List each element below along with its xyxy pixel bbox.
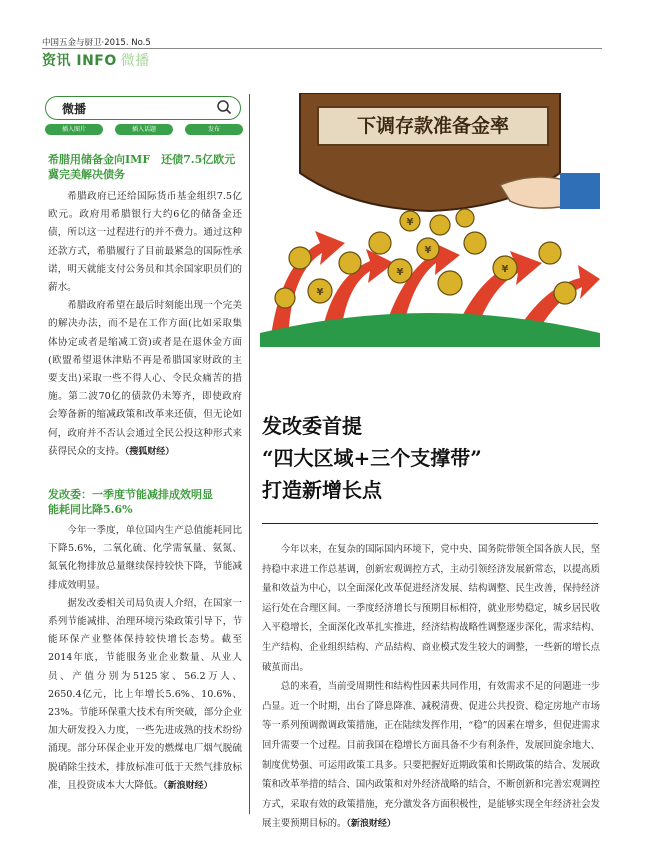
search-icon[interactable] — [216, 99, 232, 115]
search-box[interactable] — [45, 96, 241, 120]
article2-source: （新浪财经） — [163, 780, 213, 791]
coin-symbol: ¥ — [396, 267, 404, 278]
article1-title: 希腊用储备金向IMF 还债7.5亿欧元 冀完美解决债务 — [48, 153, 236, 181]
main-paragraph: 今年以来，在复杂的国际国内环境下，党中央、国务院带领全国各族人民，坚持稳中求进工作总基调，创新宏观调控方式，主动引领经济发展新常态，以提高质量和效益为中心，以全面深化改革促进经济发展、结构调整、民生改善，保持经济运行处在合理区间。一季度经济增长与预期目标相符，就业形势稳定，城乡居民收入平稳增长，全面深化改革扎实推进，经济结构战略性调整逐步深化，需求结构、生产结构、企业组织结构、产品结构、商业模式发生较大的调整，一些新的增长点破茧而出。 — [262, 544, 600, 673]
publication-header: 中国五金与厨卫·2015. No.5 — [42, 38, 151, 48]
title-line: 发改委首提 — [262, 414, 362, 438]
article2-paragraph: 据发改委相关司局负责人介绍，在国家一系列节能减排、治理环境污染政策引导下，节能环保产业整体保持较快增长态势。截至2014年底，节能服务业企业数量、从业人员、产值分别为5125家、56.2万人、2650.4亿元，比上年增长5.6%、10.6%、23%。节能环保重大技术有所突破，部分企业加大研发投入力度，一些先进成熟的技术纷纷涌现。部分环保企业开发的燃煤电厂烟气脱硫脱硝除尘技术，排放标准可低于天然气排放标准，且投资成本大大降低。（新浪财经） — [48, 597, 243, 791]
main-paragraph: 总的来看，当前受周期性和结构性因素共同作用，有效需求不足的问题进一步凸显。近一个时期，出台了降息降准、减税清费、促进公共投资、稳定房地产市场等一系列预调微调政策措施，正在陆续发挥作用，“稳”的因素在增多，但促进需求回升需要一个过程。目前我国在稳增长方面具备不少有利条件，发展回旋余地大、制度优势强、可运用政策工具多。只要把握好近期政策和长期政策的结合、发展政策和改革举措的结合、国内政策和对外经济战略的结合，不断创新和完善宏观调控方式，采取有效的政策措施，充分激发各方面积极性，是能够实现全年经济社会发展主要预期目标的。（新浪财经） — [262, 681, 600, 830]
header-rule — [42, 48, 602, 49]
article1-paragraph: 希腊政府已还给国际货币基金组织7.5亿欧元。政府用希腊银行大约6亿的储备金还债，所以这一过程进行的并不费力。通过这种还款方式，希腊履行了目前最紧急的国际性承诺，明天就能支付公务员和其余国家职员们的薪水。 — [48, 191, 242, 294]
section-main: 资讯 INFO — [42, 53, 117, 69]
reserve-ratio-illustration — [260, 93, 600, 347]
main-article-body — [262, 540, 600, 835]
article1-source: （搜狐财经） — [124, 446, 175, 457]
coin-symbol: ¥ — [406, 217, 414, 228]
section-title — [42, 50, 150, 70]
article2-body — [48, 522, 242, 795]
main-article-source: （新浪财经） — [346, 819, 396, 830]
title-line: 打造新增长点 — [262, 478, 382, 502]
tab-insert-image[interactable]: 插入图片 — [45, 124, 103, 135]
article2-title: 发改委：一季度节能减排成效明显 能耗同比降5.6% — [48, 488, 213, 516]
microblog-tabs — [45, 124, 245, 136]
coin-symbol: ¥ — [424, 245, 432, 256]
search-label: 微播 — [62, 102, 87, 116]
section-sub: 微播 — [120, 53, 150, 69]
coin-symbol: ¥ — [501, 264, 509, 275]
sidebar — [42, 94, 250, 814]
main-article-title — [262, 410, 602, 506]
tab-insert-topic[interactable]: 插入话题 — [115, 124, 173, 135]
illustration-banner-text: 下调存款准备金率 — [356, 115, 509, 137]
article1-paragraph: 希腊政府希望在最后时刻能出现一个完美的解决办法，而不是在工作方面(比如采取集体协定或者是缩减工资)或者是在退休金方面(欧盟希望退休津贴不再是希腊国家财政的主要支出)采取一些不得人心、令民众痛苦的措施。第二波70亿的债款仍未筹齐，即使政府会筹备新的缩减政策和改革来还债，但无论如何，政府并不否认会通过全民公投这种形式来获得民众的支持。（搜狐财经） — [48, 300, 242, 457]
title-divider — [262, 523, 598, 524]
coin-symbol: ¥ — [316, 287, 324, 298]
tab-publish[interactable]: 发布 — [185, 124, 243, 135]
title-line: “四大区域+三个支撑带” — [262, 446, 482, 470]
article2-paragraph: 今年一季度，单位国内生产总值能耗同比下降5.6%，二氧化硫、化学需氧量、氨氮、氮氧化物排放总量继续保持较快下降，节能减排成效明显。 — [48, 525, 242, 591]
article1-body — [48, 188, 242, 461]
